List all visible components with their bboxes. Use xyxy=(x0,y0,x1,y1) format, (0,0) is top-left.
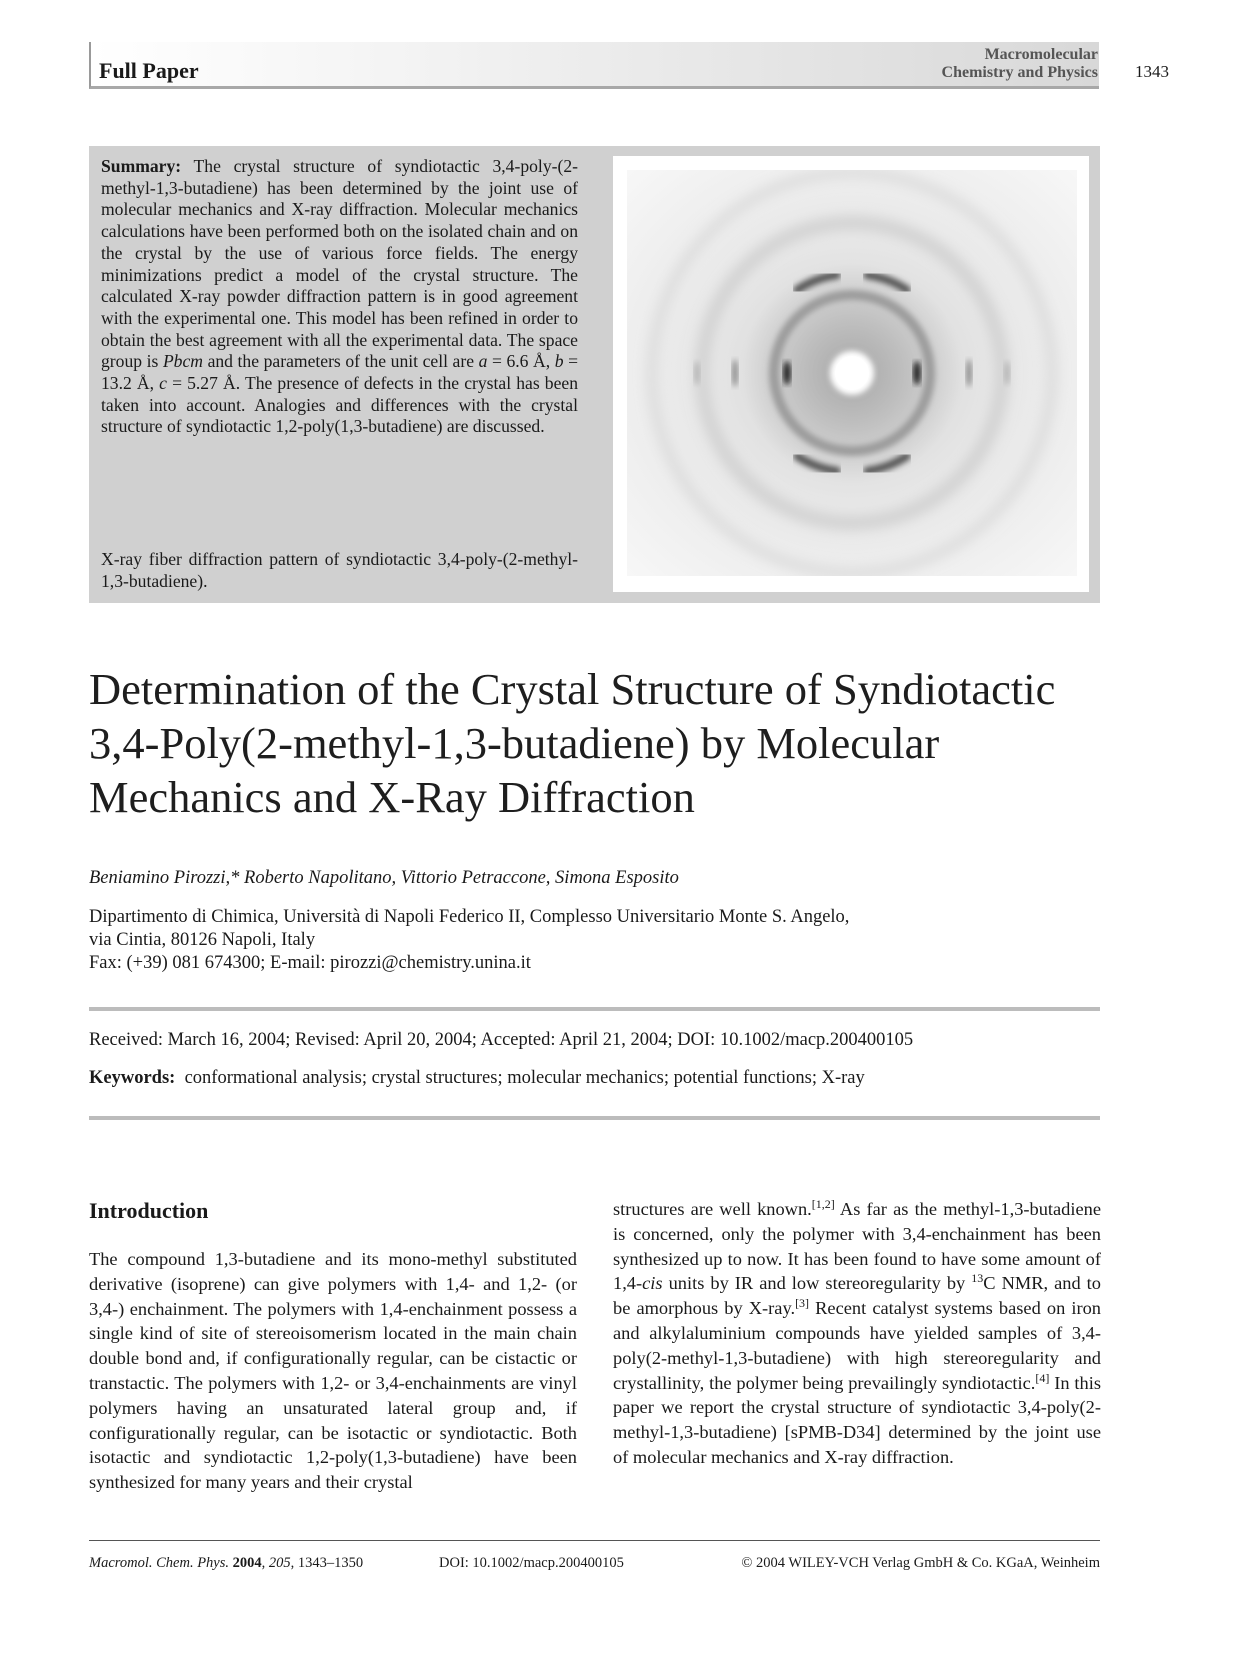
affiliation-line3: Fax: (+39) 081 674300; E-mail: pirozzi@chemistry.unina.it xyxy=(89,953,531,973)
cis-term: cis xyxy=(642,1273,663,1294)
footer-volume: 205 xyxy=(268,1555,291,1571)
equator-spot-outer-left xyxy=(694,361,700,385)
equator-spot-outer-right xyxy=(1004,361,1010,385)
keywords-label: Keywords: xyxy=(89,1068,176,1088)
equator-spot-far-left xyxy=(732,359,738,387)
beam-stop-core xyxy=(835,356,869,390)
figure-caption: X-ray fiber diffraction pattern of syndiotactic 3,4-poly-(2-methyl-1,3-butadiene). xyxy=(101,549,578,591)
paper-title: Determination of the Crystal Structure of Syndiotactic 3,4-Poly(2-methyl-1,3-butadiene) by Molecular Mechanics and X-Ray Diffraction xyxy=(89,664,1056,822)
intro-r6: In this paper we report the crystal structure of syndiotactic 3,4-poly(2-methyl-1,3-butadiene) [sPMB-D34] determined by the joint use of molecular mechanics and X-ray diffraction. xyxy=(613,1372,1101,1467)
divider-top xyxy=(89,1007,1100,1011)
summary-label: Summary: xyxy=(101,156,182,176)
intro-left-column: The compound 1,3-butadiene and its mono-methyl substituted derivative (isoprene) can give polymers with 1,4- and 1,2- (or 3,4-) enchainment. The polymers with 1,4-enchainment possess a single kind of site of stereoisomerism located in the main chain double bond and, if configurationally regular, can be cistactic or transtactic. The polymers with 1,2- or 3,4-enchainments are vinyl polymers having an unsaturated lateral group and, if configurationally regular, can be isotactic or syndiotactic. Both isotactic and syndiotactic 1,2-poly(1,3-butadiene) have been synthesized for many years and their crystal xyxy=(89,1249,577,1493)
isotope-13: 13 xyxy=(971,1271,984,1286)
footer-year: 2004 xyxy=(232,1555,262,1571)
footer-pages: , 1343–1350 xyxy=(290,1555,364,1571)
ref-4: [4] xyxy=(1035,1370,1050,1385)
intro-r1: structures are well known. xyxy=(613,1199,812,1219)
journal-name-line2: Chemistry and Physics xyxy=(941,64,1098,81)
divider-bottom xyxy=(89,1116,1100,1120)
intro-r3: units by IR and low stereoregularity by xyxy=(662,1273,972,1294)
equator-spot-left xyxy=(783,361,791,385)
intro-right-column xyxy=(613,1197,1101,1470)
affiliation-line2: via Cintia, 80126 Napoli, Italy xyxy=(89,930,316,950)
c-symbol: c xyxy=(159,373,167,394)
section-label: Full Paper xyxy=(99,58,199,83)
ref-3: [3] xyxy=(795,1296,810,1311)
a-symbol: a xyxy=(478,351,488,372)
equator-spot-far-right xyxy=(966,359,972,387)
b-value: = 13.2 Å, xyxy=(101,351,579,394)
authors: Beniamino Pirozzi,* Roberto Napolitano, Vittorio Petraccone, Simona Esposito xyxy=(89,868,679,888)
affiliation-line1: Dipartimento di Chimica, Università di Napoli Federico II, Complesso Universitario Monte S. Angelo, xyxy=(89,907,850,927)
page-number: 1343 xyxy=(1135,62,1169,81)
footer-citation: Macromol. Chem. Phys. 2004, 205, 1343–1350 xyxy=(89,1555,364,1571)
c-value: = 5.27 Å. xyxy=(166,373,241,394)
equator-spot-right xyxy=(913,361,921,385)
b-symbol: b xyxy=(554,351,564,372)
received-dates: Received: March 16, 2004; Revised: April 20, 2004; Accepted: April 21, 2004; DOI: 10.1002/macp.200400105 xyxy=(89,1030,914,1050)
keywords xyxy=(89,1068,865,1089)
intro-r5: Recent catalyst systems based on iron and alkylaluminium compounds have yielded samples of 3,4-poly(2-methyl-1,3-butadiene) with high stereoregularity and crystallinity, the polymer being prevailingly syndiotactic. xyxy=(613,1298,1101,1393)
journal-name-line1: Macromolecular xyxy=(984,46,1098,63)
intro-r4: C NMR, and to be amorphous by X-ray. xyxy=(613,1273,1101,1319)
summary-p1: The crystal structure of syndiotactic 3,4-poly-(2-methyl-1,3-butadiene) has been determined by the joint use of molecular mechanics and X-ray diffraction. Molecular mechanics calculations have been performed both on the isolated chain and on the crystal by the use of various force fields. The energy minimizations predict a model of the crystal structure. The calculated X-ray powder diffraction pattern is in good agreement with the experimental one. This model has been refined in order to obtain the best agreement with all the experimental data. The space group is xyxy=(101,156,578,372)
keywords-text: conformational analysis; crystal structures; molecular mechanics; potential functions; X-ray xyxy=(184,1068,865,1088)
xray-diffraction-image xyxy=(627,170,1077,576)
summary-text xyxy=(101,156,578,438)
footer-journal: Macromol. Chem. Phys. xyxy=(89,1555,230,1571)
space-group: Pbcm xyxy=(162,351,203,372)
a-value: = 6.6 Å, xyxy=(487,351,555,372)
journal-name xyxy=(942,46,1098,82)
summary-p2: and the parameters of the unit cell are xyxy=(203,351,479,372)
summary-p3: The presence of defects in the crystal has been taken into account. Analogies and differences with the crystal structure of syndiotactic 1,2-poly(1,3-butadiene) are discussed. xyxy=(101,373,578,437)
footer-rule xyxy=(89,1540,1100,1541)
footer-copyright: © 2004 WILEY-VCH Verlag GmbH & Co. KGaA, Weinheim xyxy=(741,1555,1100,1571)
ref-1-2: [1,2] xyxy=(811,1196,835,1211)
affiliation xyxy=(89,906,1039,975)
introduction-heading: Introduction xyxy=(89,1198,209,1223)
footer-doi: DOI: 10.1002/macp.200400105 xyxy=(439,1555,624,1571)
intro-r2: As far as the methyl-1,3-butadiene is concerned, only the polymer with 3,4-enchainment has been synthesized up to now. It has been found to have some amount of 1,4- xyxy=(613,1199,1101,1294)
